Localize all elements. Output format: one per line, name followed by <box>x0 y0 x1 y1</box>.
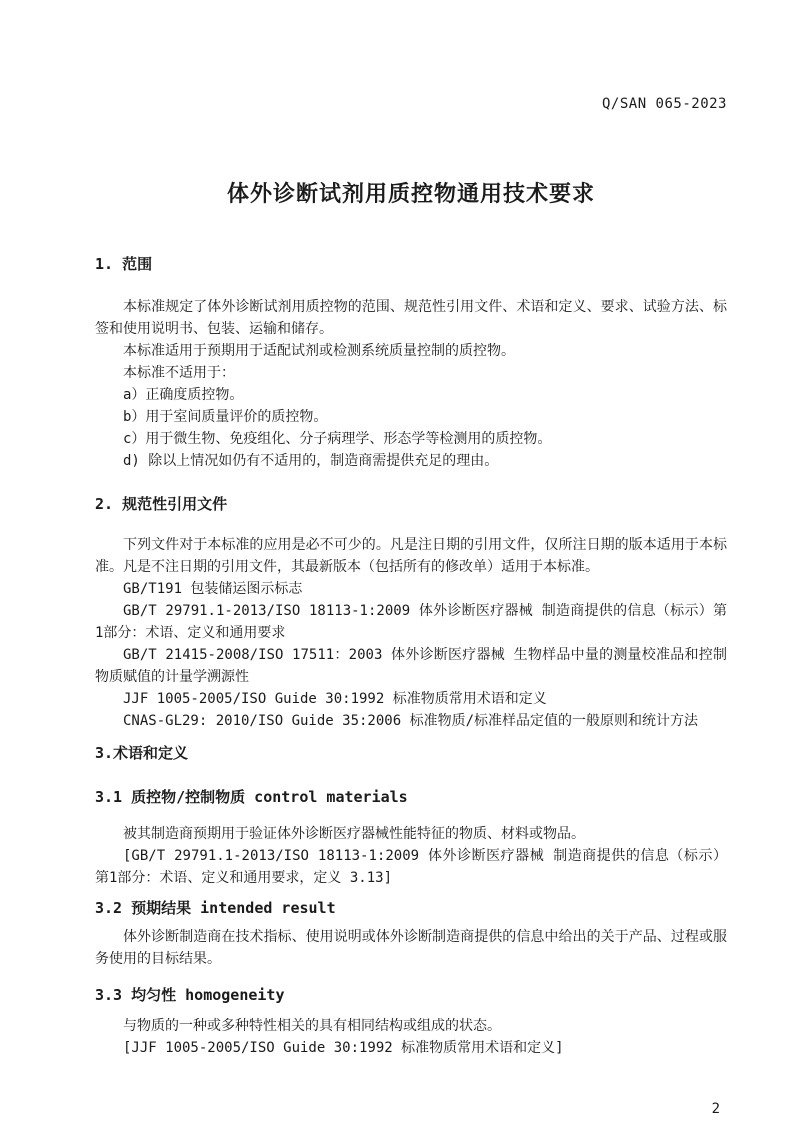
term-definition: 被其制造商预期用于验证体外诊断医疗器械性能特征的物质、材料或物品。 <box>123 826 585 842</box>
term-definition: 与物质的一种或多种特性相关的具有相同结构或组成的状态。 <box>123 1018 501 1034</box>
section-1-body <box>95 296 727 472</box>
term-3-1-heading: 3.1 质控物/控制物质 control materials <box>95 788 408 806</box>
paragraph: 本标准适用于预期用于适配试剂或检测系统质量控制的质控物。 <box>123 343 515 359</box>
section-scope <box>95 256 727 472</box>
list-item-a: a）正确度质控物。 <box>123 387 244 403</box>
term-source: [GB/T 29791.1-2013/ISO 18113-1:2009 体外诊断医疗器械 制造商提供的信息（标示）第1部分：术语、定义和通用要求，定义 3.13] <box>95 848 727 886</box>
reference-item: GB/T191 包装储运图示标志 <box>123 581 303 597</box>
reference-item: CNAS-GL29: 2010/ISO Guide 35:2006 标准物质/标准样品定值的一般原则和统计方法 <box>123 713 699 729</box>
term-3-2-heading: 3.2 预期结果 intended result <box>95 899 336 917</box>
term-3-3 <box>95 987 727 1059</box>
page-number: 2 <box>711 1101 720 1117</box>
doc-title: 体外诊断试剂用质控物通用技术要求 <box>226 182 595 207</box>
section-1-heading: 1. 范围 <box>95 255 153 273</box>
reference-item: GB/T 29791.1-2013/ISO 18113-1:2009 体外诊断医疗器械 制造商提供的信息（标示）第1部分：术语、定义和通用要求 <box>95 603 727 641</box>
doc-code: Q/SAN 065-2023 <box>601 96 727 112</box>
list-item-b: b）用于室间质量评价的质控物。 <box>123 409 328 425</box>
paragraph: 下列文件对于本标准的应用是必不可少的。凡是注日期的引用文件，仅所注日期的版本适用于本标准。凡是不注日期的引用文件，其最新版本（包括所有的修改单）适用于本标准。 <box>95 537 727 575</box>
section-3-heading: 3.术语和定义 <box>95 744 189 762</box>
reference-item: GB/T 21415-2008/ISO 17511：2003 体外诊断医疗器械 生物样品中量的测量校准品和控制物质赋值的计量学溯源性 <box>95 647 727 685</box>
section-2-body <box>95 534 727 732</box>
paragraph: 本标准不适用于： <box>123 365 235 381</box>
section-terms-and-definitions <box>95 745 727 1059</box>
section-2-heading: 2. 规范性引用文件 <box>95 495 228 513</box>
term-3-3-heading: 3.3 均匀性 homogeneity <box>95 986 285 1004</box>
list-item-c: c）用于微生物、免疫组化、分子病理学、形态学等检测用的质控物。 <box>123 431 552 447</box>
paragraph: 本标准规定了体外诊断试剂用质控物的范围、规范性引用文件、术语和定义、要求、试验方法、标签和使用说明书、包装、运输和储存。 <box>95 299 727 337</box>
term-definition: 体外诊断制造商在技术指标、使用说明或体外诊断制造商提供的信息中给出的关于产品、过程或服务使用的目标结果。 <box>95 929 727 967</box>
term-source: [JJF 1005-2005/ISO Guide 30:1992 标准物质常用术语和定义] <box>123 1040 564 1056</box>
term-3-2 <box>95 900 727 970</box>
term-3-1 <box>95 789 727 889</box>
list-item-d: d) 除以上情况如仍有不适用的，制造商需提供充足的理由。 <box>123 453 499 469</box>
reference-item: JJF 1005-2005/ISO Guide 30:1992 标准物质常用术语和定义 <box>123 691 547 707</box>
section-normative-references <box>95 496 727 732</box>
